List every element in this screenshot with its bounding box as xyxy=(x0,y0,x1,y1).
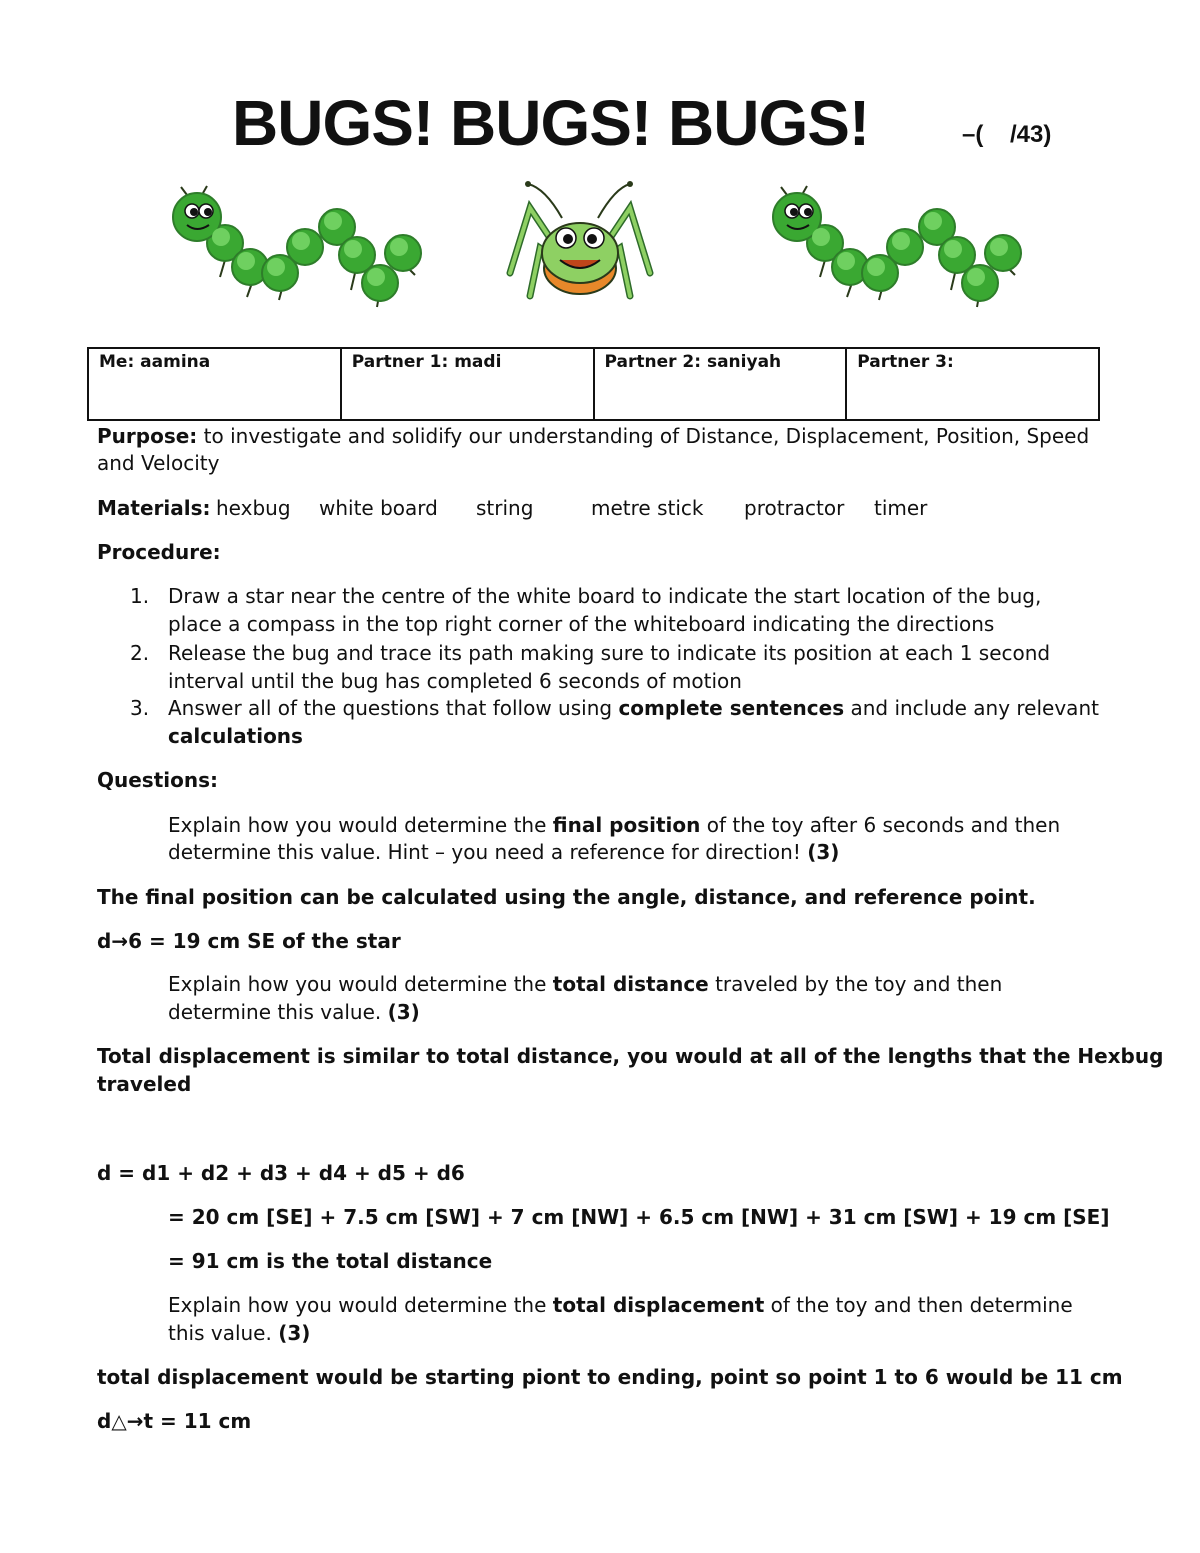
q2-text-c: traveled by the toy and then xyxy=(715,972,1003,996)
purpose-text-2: and Velocity xyxy=(97,451,220,475)
answer-3-line-1: total displacement would be starting piont to ending, point so point 1 to 6 would be 11 cm xyxy=(97,1365,1123,1389)
caterpillar-right-image xyxy=(765,185,1030,315)
materials-line xyxy=(97,495,928,522)
step-3-bold: complete sentences xyxy=(618,696,845,720)
q1-line-2-text: determine this value. Hint – you need a reference for direction! xyxy=(168,840,801,864)
q1-text-a: Explain how you would determine the xyxy=(168,813,547,837)
q2-text-a: Explain how you would determine the xyxy=(168,972,547,996)
page-title: BUGS! BUGS! BUGS! xyxy=(232,87,870,159)
material-item: protractor xyxy=(744,496,845,520)
material-item: string xyxy=(476,496,534,520)
q2-marks: (3) xyxy=(387,1000,420,1024)
step-1-line-1: Draw a star near the centre of the white board to indicate the start location of the bug, xyxy=(168,584,1042,608)
purpose-text-1: to investigate and solidify our understanding of Distance, Displacement, Position, Speed xyxy=(203,424,1090,448)
step-number: 2. xyxy=(130,641,150,665)
material-item: hexbug xyxy=(216,496,291,520)
material-item: white board xyxy=(319,496,438,520)
q2-line-2-text: determine this value. xyxy=(168,1000,382,1024)
question-3-line-2 xyxy=(168,1320,310,1347)
material-item: timer xyxy=(874,496,928,520)
question-1-line-2 xyxy=(168,839,839,866)
step-2-line-2: interval until the bug has completed 6 seconds of motion xyxy=(168,669,742,693)
step-3-line-1 xyxy=(168,695,1099,722)
step-2-line-1: Release the bug and trace its path making sure to indicate its position at each 1 second xyxy=(168,641,1051,665)
question-2-line-1 xyxy=(168,971,1002,998)
answer-2-line-1: Total displacement is similar to total distance, you would at all of the lengths that the Hexbug xyxy=(97,1044,1164,1068)
question-1-line-1 xyxy=(168,812,1060,839)
partner-3-cell[interactable]: Partner 3: xyxy=(846,348,1099,420)
step-1-line-2: place a compass in the top right corner of the whiteboard indicating the directions xyxy=(168,612,995,636)
q2-bold: total distance xyxy=(552,972,709,996)
purpose-line-1 xyxy=(97,423,1089,450)
step-3-text-a: Answer all of the questions that follow using xyxy=(168,696,613,720)
step-3-line-2: calculations xyxy=(168,724,303,748)
q1-marks: (3) xyxy=(807,840,840,864)
q3-text-c: of the toy and then determine xyxy=(770,1293,1073,1317)
partner-1-cell[interactable]: Partner 1: madi xyxy=(341,348,594,420)
step-number: 1. xyxy=(130,584,150,608)
me-cell[interactable]: Me: aamina xyxy=(88,348,341,420)
q3-text-a: Explain how you would determine the xyxy=(168,1293,547,1317)
step-3-text-c: and include any relevant xyxy=(850,696,1099,720)
answer-2-equation-2: = 20 cm [SE] + 7.5 cm [SW] + 7 cm [NW] + 6.5 cm [NW] + 31 cm [SW] + 19 cm [SE] xyxy=(168,1205,1110,1229)
answer-1-line-2: d→6 = 19 cm SE of the star xyxy=(97,929,401,953)
step-number: 3. xyxy=(130,696,150,720)
answer-1-line-1: The final position can be calculated using the angle, distance, and reference point. xyxy=(97,885,1036,909)
q1-text-c: of the toy after 6 seconds and then xyxy=(706,813,1061,837)
q1-bold: final position xyxy=(552,813,701,837)
purpose-label: Purpose: xyxy=(97,424,198,448)
answer-2-equation-3: = 91 cm is the total distance xyxy=(168,1249,493,1273)
score-field: –( /43) xyxy=(962,121,1052,148)
partners-table xyxy=(87,347,1100,421)
q3-marks: (3) xyxy=(278,1321,311,1345)
question-2-line-2 xyxy=(168,999,420,1026)
answer-3-line-2: d△→t = 11 cm xyxy=(97,1409,252,1433)
grasshopper-image xyxy=(500,178,660,308)
material-item: metre stick xyxy=(591,496,704,520)
procedure-label: Procedure: xyxy=(97,540,221,564)
question-3-line-1 xyxy=(168,1292,1073,1319)
q3-bold: total displacement xyxy=(552,1293,765,1317)
materials-label: Materials: xyxy=(97,496,211,520)
q3-line-2-text: this value. xyxy=(168,1321,272,1345)
questions-label: Questions: xyxy=(97,768,219,792)
answer-2-equation-1: d = d1 + d2 + d3 + d4 + d5 + d6 xyxy=(97,1161,465,1185)
partner-2-cell[interactable]: Partner 2: saniyah xyxy=(594,348,847,420)
answer-2-line-2: traveled xyxy=(97,1072,192,1096)
caterpillar-left-image xyxy=(165,185,430,315)
